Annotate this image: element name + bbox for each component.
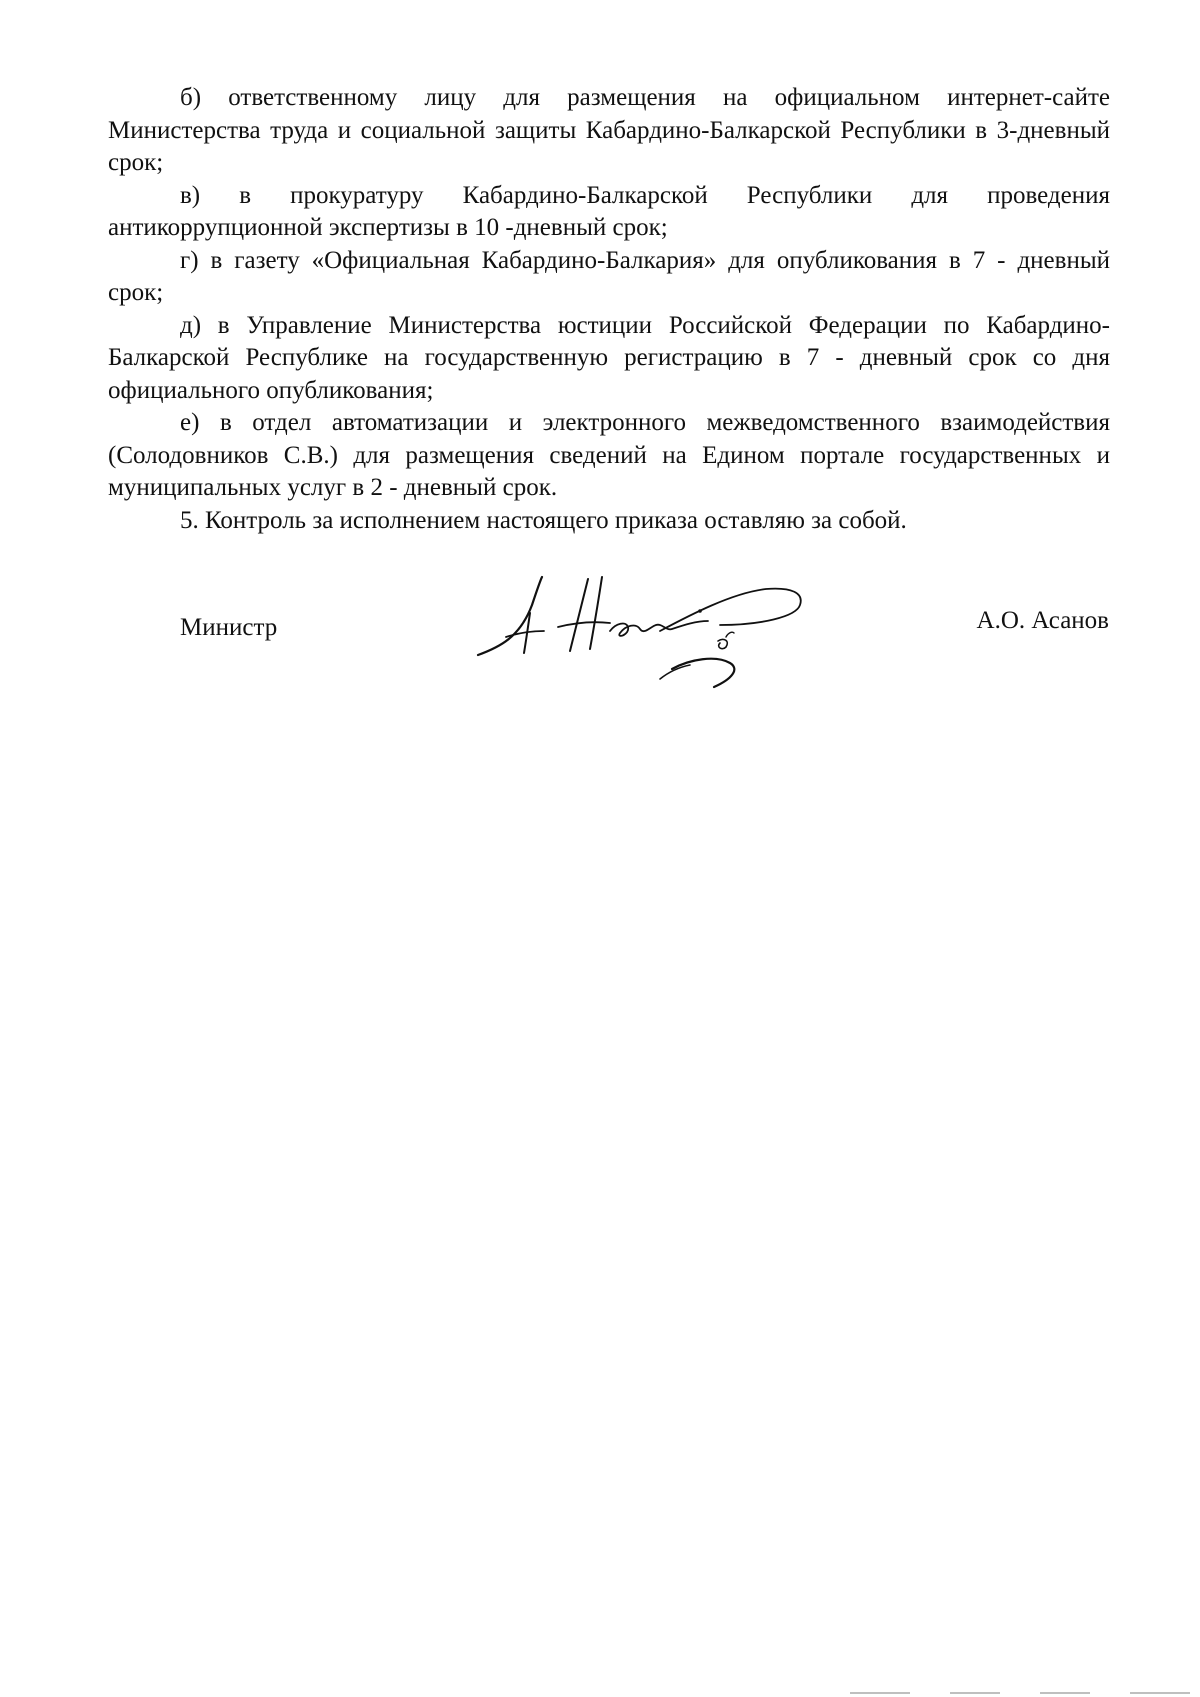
signatory-role: Министр: [180, 614, 278, 641]
paragraph-e: е) в отдел автоматизации и электронного межведомственного взаимодействия (Солодовников С.В.) для размещения сведений на Едином портале государственных и муниципальных услуг в 2 - дневный срок.: [108, 409, 1110, 501]
handwritten-signature: [470, 575, 840, 715]
signature-block: [0, 575, 1200, 725]
paragraph-5-control: 5. Контроль за исполнением настоящего приказа оставляю за собой.: [180, 506, 907, 534]
paragraph-d: д) в Управление Министерства юстиции Российской Федерации по Кабардино-Балкарской Республике на государственную регистрацию в 7 - дневный срок со дня официального опубликования;: [108, 311, 1110, 404]
paragraph-v: в) в прокуратуру Кабардино-Балкарской Республики для проведения антикоррупционной экспертизы в 10 -дневный срок;: [108, 181, 1110, 241]
document-body: [108, 82, 1110, 537]
paragraph-b: б) ответственному лицу для размещения на официальном интернет-сайте Министерства труда и социальной защиты Кабардино-Балкарской Республики в 3-дневный срок;: [108, 84, 1110, 176]
paragraph-g: г) в газету «Официальная Кабардино-Балкария» для опубликования в 7 - дневный срок;: [108, 246, 1110, 306]
signatory-name: А.О. Асанов: [976, 607, 1109, 634]
scan-edge-artifact: [840, 1689, 1200, 1697]
